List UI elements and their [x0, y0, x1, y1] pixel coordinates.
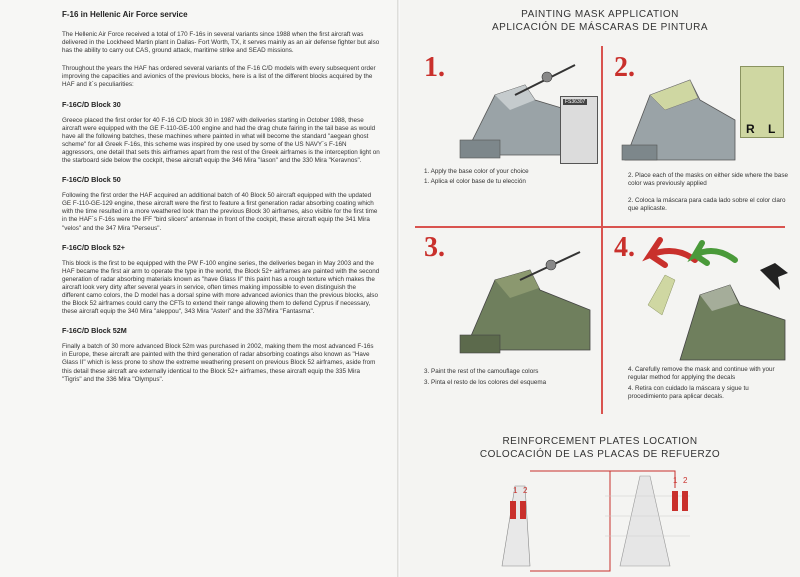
block-30-text: Greece placed the first order for 40 F-16 C/D block 30 in 1987 with deliveries starting in October 1988, these aircraft were equipped with the GE F-110-GE-100 engine and had the drag chute fairing in the tail base as would have all the following batches, these machines where painted in what will become the standard "aegean ghost scheme" for all Greek F-16s, this scheme was inspired by one used by some of the US NAVY´s F-16N aggressors, one detail that sets this airframes apart from the rest of the Greek airframes is the interception light on the starboard side below the cockpit, these aircraft equip the 346 Mira "Iason" and the 330 Mira "Keravnos".	[62, 116, 380, 165]
reinforcement-title-en: REINFORCEMENT PLATES LOCATION	[502, 436, 698, 447]
block-50-text: Following the first order the HAF acquired an additional batch of 40 Block 50 aircraft equipped with the updated GE F-110-GE-129 engine, these aircraft were the first to feature a first generation radar absorbing coating which with the time resulted in a more weathered look than the previous Block 30 airframes, also visible for the first time in the HAF´s F-16s were the IFF "bird slicers" antennae in front of the cockpit, these aircraft equip the 341 Mira "velos" and the 347 Mira "Perseus".	[62, 192, 378, 232]
block-52plus-text: This block is the first to be equipped with the PW F-100 engine series, the deliveries began in May 2003 and the HAF became the first air arm to operate the type in the world, the Block 52+ airframes are painted with the second generation of radar absorbing materials known as "have Glass II" this paint has a rough texture which makes the aircraft look very dirty after several years in service, often times making impossible to even distinguish the different camo colors, the D model has a dorsal spine with more advanced avionics than the previous blocks, also the Block 52 airframes could carry the CFTs to extend their range allowing them to defend Cyprus if necessary, these aircraft equip the 340 Mira "aleppou", 343 Mira "Asteri" and the 337Mira "Fantasma".	[62, 259, 380, 316]
step-2-caption-en: 2. Place each of the masks on either side where the base color was previously applied	[628, 172, 788, 187]
mask-label-r: R	[746, 122, 755, 136]
grid-divider-horizontal	[415, 226, 785, 228]
reinforcement-title-es: COLOCACIÓN DE LAS PLACAS DE REFUERZO	[479, 449, 721, 460]
grid-divider-vertical	[601, 46, 603, 414]
block-50-heading: F-16C/D Block 50	[62, 175, 121, 185]
step-4-illustration	[640, 235, 790, 365]
step-3-caption-en: 3. Paint the rest of the camouflage colors	[424, 368, 539, 375]
step-1-number: 1.	[424, 52, 445, 83]
color-code-label: FS36307	[565, 99, 586, 105]
step-3-illustration	[455, 240, 595, 360]
reinforcement-plates-illustration	[500, 466, 700, 574]
intro-paragraph-1: The Hellenic Air Force received a total of 170 F-16s in several variants since 1988 when the first aircraft was delivered in the Lockheed Martin plant in Dallas- Fort Worth, TX, it serves mainly as an air defense fighter but also has the ability to carry out CAS, ground attack, maritime strike and SEAD missions.	[62, 31, 380, 55]
step-4-caption-es: 4. Retira con cuidado la máscara y sigue tu procedimiento para aplicar decals.	[628, 385, 749, 400]
plate-label-2-right: 2	[683, 476, 688, 485]
block-52m-heading: F-16C/D Block 52M	[62, 326, 127, 336]
step-1-caption-en: 1. Apply the base color of your choice	[424, 168, 529, 175]
step-3-number: 3.	[424, 232, 445, 263]
step-3-caption-es: 3. Pinta el resto de los colores del esquema	[424, 379, 547, 386]
block-30-heading: F-16C/D Block 30	[62, 99, 121, 109]
painting-title-es: APLICACIÓN DE MÁSCARAS DE PINTURA	[492, 22, 708, 33]
intro-paragraph-2: Throughout the years the HAF has ordered several variants of the F-16 C/D models with every subsequent order improving the capacities and avionics of the previous blocks, here is a list of the different blocks acquired by the HAF and it´s peculiarities:	[62, 65, 376, 89]
block-52plus-heading: F-16C/D Block 52+	[62, 242, 125, 252]
plate-label-1-right: 1	[673, 476, 678, 485]
plate-label-2-left: 2	[523, 486, 528, 495]
step-2-number: 2.	[614, 52, 635, 83]
step-2-illustration	[620, 70, 740, 165]
text-column	[62, 10, 380, 384]
step-4-caption-en: 4. Carefully remove the mask and continue with your regular method for applying the decals	[628, 366, 775, 381]
step-4-number: 4.	[614, 232, 635, 263]
mask-label-l: L	[768, 122, 776, 136]
color-reference-card	[560, 96, 598, 164]
painting-title-en: PAINTING MASK APPLICATION	[521, 9, 679, 20]
step-2-caption-es: 2. Coloca la máscara para cada lado sobre el color claro que aplicaste.	[628, 197, 786, 212]
block-52m-text: Finally a batch of 30 more advanced Block 52m was purchased in 2002, making them the most advanced F-16s in Europe, these aircraft are painted with the third generation of radar absorbing coatings also known as "Have Glass II" which is less prone to show the extreme weathering present on previous Block 52 airframes, aside from this detail these aircraft are externally identical to the Block 52+ airframes, these aircraft equip the 335 Mira "Tigris" and the 336 Mira "Olympus".	[62, 343, 376, 383]
plate-label-1-left: 1	[513, 486, 518, 495]
step-1-caption-es: 1. Aplica el color base de tu elección	[424, 178, 526, 185]
page-title: F-16 in Hellenic Air Force service	[62, 10, 188, 19]
